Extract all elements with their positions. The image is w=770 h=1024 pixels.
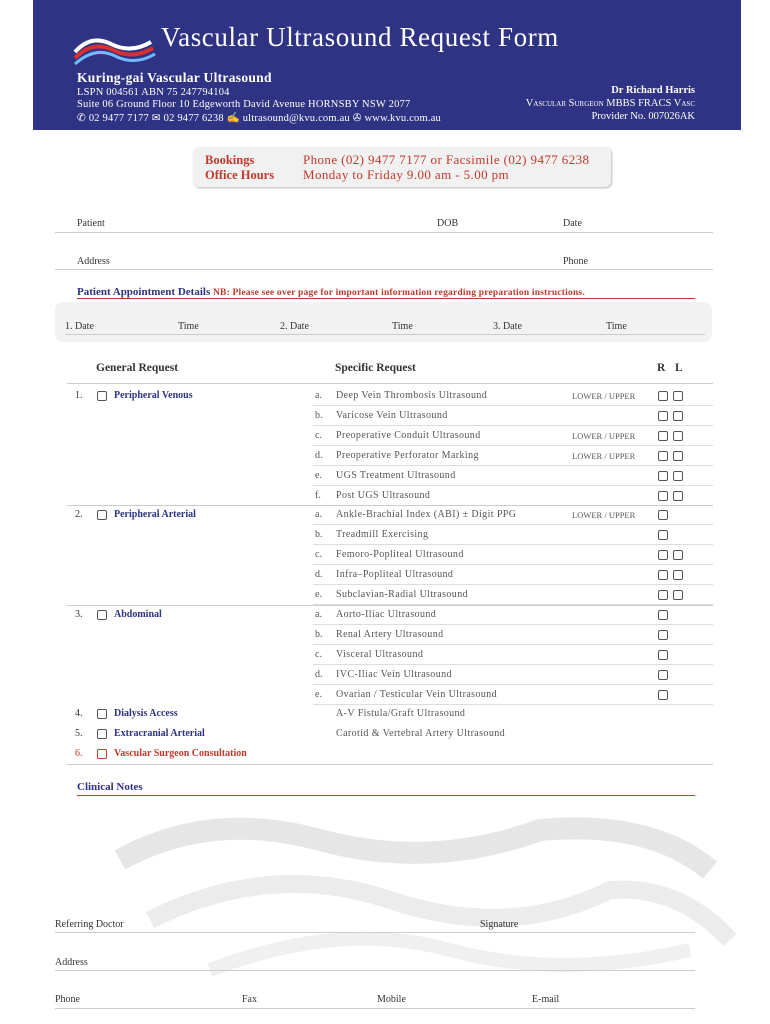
form-title: Vascular Ultrasound Request Form xyxy=(161,22,559,52)
header-divider xyxy=(67,383,713,384)
left-checkbox[interactable] xyxy=(673,431,683,441)
right-checkbox[interactable] xyxy=(658,411,668,421)
row-letter: e. xyxy=(315,469,322,481)
general-request-header: General Request xyxy=(96,362,179,374)
specific-request-item: Ovarian / Testicular Vein Ultrasound xyxy=(336,688,498,700)
patient-label: Patient xyxy=(77,218,105,229)
left-header: L xyxy=(675,362,683,374)
group-checkbox[interactable] xyxy=(97,749,107,759)
time2-label: Time xyxy=(392,321,413,332)
appointment-title xyxy=(77,286,585,298)
clinical-notes-title: Clinical Notes xyxy=(77,781,143,793)
right-checkbox[interactable] xyxy=(658,690,668,700)
specific-request-item: Preoperative Conduit Ultrasound xyxy=(336,429,481,441)
right-checkbox[interactable] xyxy=(658,471,668,481)
right-checkbox[interactable] xyxy=(658,530,668,540)
doctor-name: Dr Richard Harris xyxy=(611,85,695,96)
row-divider xyxy=(313,425,713,426)
row-letter: a. xyxy=(315,509,322,521)
lower-upper-option[interactable]: LOWER / UPPER xyxy=(572,391,636,401)
row-letter: f. xyxy=(315,489,321,501)
row-divider xyxy=(313,405,713,406)
provider-number: Provider No. 007026AK xyxy=(591,111,695,122)
row-divider xyxy=(313,544,713,545)
specific-request-item: Carotid & Vertebral Artery Ultrasound xyxy=(336,728,506,740)
row-letter: d. xyxy=(315,668,323,680)
footer-phone-line[interactable] xyxy=(55,1008,695,1009)
address-label: Address xyxy=(77,256,110,267)
group-checkbox[interactable] xyxy=(97,510,107,520)
left-checkbox[interactable] xyxy=(673,471,683,481)
time3-label: Time xyxy=(606,321,627,332)
group-number: 1. xyxy=(75,390,83,401)
right-checkbox[interactable] xyxy=(658,391,668,401)
specific-request-item: Preoperative Perforator Marking xyxy=(336,449,479,461)
row-divider xyxy=(313,564,713,565)
row-divider xyxy=(313,584,713,585)
row-letter: a. xyxy=(315,390,322,401)
row-divider xyxy=(313,644,713,645)
row-divider xyxy=(313,524,713,525)
specific-request-item: Subclavian-Radial Ultrasound xyxy=(336,589,469,600)
specific-request-item: A-V Fistula/Graft Ultrasound xyxy=(336,708,466,720)
row-letter: e. xyxy=(315,688,322,700)
footer-fax-label: Fax xyxy=(242,994,257,1005)
lower-upper-option[interactable]: LOWER / UPPER xyxy=(572,510,636,521)
appointment-box xyxy=(55,302,712,342)
footer-address-label: Address xyxy=(55,957,88,968)
footer-phone-label: Phone xyxy=(55,994,80,1005)
lower-upper-option[interactable]: LOWER / UPPER xyxy=(572,430,636,441)
group-number: 6. xyxy=(75,748,83,760)
footer-mobile-label: Mobile xyxy=(377,994,406,1005)
row-letter: d. xyxy=(315,449,323,461)
table-end-divider xyxy=(67,764,713,765)
specific-request-item: Renal Artery Ultrasound xyxy=(336,628,444,640)
specific-request-item: Ankle-Brachial Index (ABI) ± Digit PPG xyxy=(336,509,517,521)
lower-upper-option[interactable]: LOWER / UPPER xyxy=(572,450,636,461)
row-divider xyxy=(313,624,713,625)
left-checkbox[interactable] xyxy=(673,491,683,501)
row-letter: c. xyxy=(315,429,322,441)
footer-address-line[interactable] xyxy=(55,970,695,971)
right-checkbox[interactable] xyxy=(658,550,668,560)
footer-email-label: E-mail xyxy=(532,994,560,1005)
appointment-divider xyxy=(77,298,695,299)
org-contact: ✆ 02 9477 7177 ✉ 02 9477 6238 ✍ ultrasound@kvu.com.au ✇ www.kvu.com.au xyxy=(77,113,442,124)
org-name: Kuring-gai Vascular Ultrasound xyxy=(77,70,272,85)
clinical-divider xyxy=(77,795,695,796)
specific-request-item: Varicose Vein Ultrasound xyxy=(336,409,448,421)
specific-request-item: Post UGS Ultrasound xyxy=(336,489,431,501)
appointment-line[interactable] xyxy=(65,334,705,335)
group-checkbox[interactable] xyxy=(97,729,107,739)
right-checkbox[interactable] xyxy=(658,431,668,441)
time1-label: Time xyxy=(178,321,199,332)
watermark-swirl-icon xyxy=(90,800,740,990)
group-name: Abdominal xyxy=(114,608,162,620)
specific-request-item: UGS Treatment Ultrasound xyxy=(336,469,456,481)
specific-request-item: IVC-Iliac Vein Ultrasound xyxy=(336,668,452,680)
right-checkbox[interactable] xyxy=(658,590,668,600)
row-letter: b. xyxy=(315,628,323,640)
referring-field-line[interactable] xyxy=(55,932,695,933)
left-checkbox[interactable] xyxy=(673,590,683,600)
row-divider xyxy=(313,485,713,486)
row-divider xyxy=(313,465,713,466)
row-letter: b. xyxy=(315,529,323,541)
header-banner xyxy=(33,0,741,130)
left-checkbox[interactable] xyxy=(673,391,683,401)
right-checkbox[interactable] xyxy=(658,510,668,520)
date1-label: 1. Date xyxy=(65,321,94,332)
left-checkbox[interactable] xyxy=(673,570,683,580)
specific-request-item: Deep Vein Thrombosis Ultrasound xyxy=(336,390,488,401)
group-divider xyxy=(67,605,713,606)
row-divider xyxy=(313,445,713,446)
office-hours-label: Office Hours xyxy=(205,168,275,182)
org-ids: LSPN 004561 ABN 75 247794104 xyxy=(77,87,230,98)
specific-request-item: Femoro-Popliteal Ultrasound xyxy=(336,549,464,561)
left-checkbox[interactable] xyxy=(673,451,683,461)
specific-request-header: Specific Request xyxy=(335,362,416,374)
appointment-title-text: Patient Appointment Details xyxy=(77,286,211,298)
row-divider xyxy=(313,704,713,705)
booking-box xyxy=(193,147,611,187)
org-address: Suite 06 Ground Floor 10 Edgeworth David Avenue HORNSBY NSW 2077 xyxy=(77,99,411,110)
right-checkbox[interactable] xyxy=(658,451,668,461)
signature-label: Signature xyxy=(480,919,519,930)
group-checkbox[interactable] xyxy=(97,391,107,401)
group-number: 3. xyxy=(75,608,83,620)
row-letter: e. xyxy=(315,589,322,600)
group-name: Peripheral Arterial xyxy=(114,509,196,521)
bookings-label: Bookings xyxy=(205,153,255,167)
right-checkbox[interactable] xyxy=(658,630,668,640)
group-checkbox[interactable] xyxy=(97,709,107,719)
referring-doctor-label: Referring Doctor xyxy=(55,919,124,930)
group-divider xyxy=(67,505,713,506)
address-field-line[interactable] xyxy=(55,269,713,270)
row-letter: a. xyxy=(315,608,322,620)
left-checkbox[interactable] xyxy=(673,550,683,560)
group-name: Dialysis Access xyxy=(114,708,178,720)
group-number: 4. xyxy=(75,708,83,720)
patient-field-line[interactable] xyxy=(55,232,713,233)
right-header: R xyxy=(657,362,666,374)
group-name: Extracranial Arterial xyxy=(114,728,205,740)
row-letter: d. xyxy=(315,569,323,581)
right-checkbox[interactable] xyxy=(658,650,668,660)
row-letter: b. xyxy=(315,409,323,421)
specific-request-item: Treadmill Exercising xyxy=(336,529,429,541)
left-checkbox[interactable] xyxy=(673,411,683,421)
specific-request-item: Aorto-Iliac Ultrasound xyxy=(336,608,437,620)
group-name: Peripheral Venous xyxy=(114,390,193,401)
specific-request-item: Visceral Ultrasound xyxy=(336,648,424,660)
doctor-title: Vascular Surgeon MBBS FRACS Vasc xyxy=(525,98,695,109)
right-checkbox[interactable] xyxy=(658,670,668,680)
row-letter: c. xyxy=(315,648,322,660)
date2-label: 2. Date xyxy=(280,321,309,332)
office-hours-value: Monday to Friday 9.00 am - 5.00 pm xyxy=(303,167,510,182)
row-divider xyxy=(313,684,713,685)
date3-label: 3. Date xyxy=(493,321,522,332)
specific-request-item: Infra–Popliteal Ultrasound xyxy=(336,569,454,581)
dob-label: DOB xyxy=(437,218,459,229)
group-number: 2. xyxy=(75,509,83,521)
right-checkbox[interactable] xyxy=(658,570,668,580)
right-checkbox[interactable] xyxy=(658,491,668,501)
row-divider xyxy=(313,664,713,665)
right-checkbox[interactable] xyxy=(658,610,668,620)
group-number: 5. xyxy=(75,728,83,740)
row-letter: c. xyxy=(315,549,322,561)
date-label: Date xyxy=(563,218,582,229)
group-checkbox[interactable] xyxy=(97,610,107,620)
bookings-value: Phone (02) 9477 7177 or Facsimile (02) 9477 6238 xyxy=(303,152,590,167)
phone-label: Phone xyxy=(563,256,588,267)
appointment-note: NB: Please see over page for important information regarding preparation instructions. xyxy=(212,288,585,298)
group-name: Vascular Surgeon Consultation xyxy=(114,748,247,760)
